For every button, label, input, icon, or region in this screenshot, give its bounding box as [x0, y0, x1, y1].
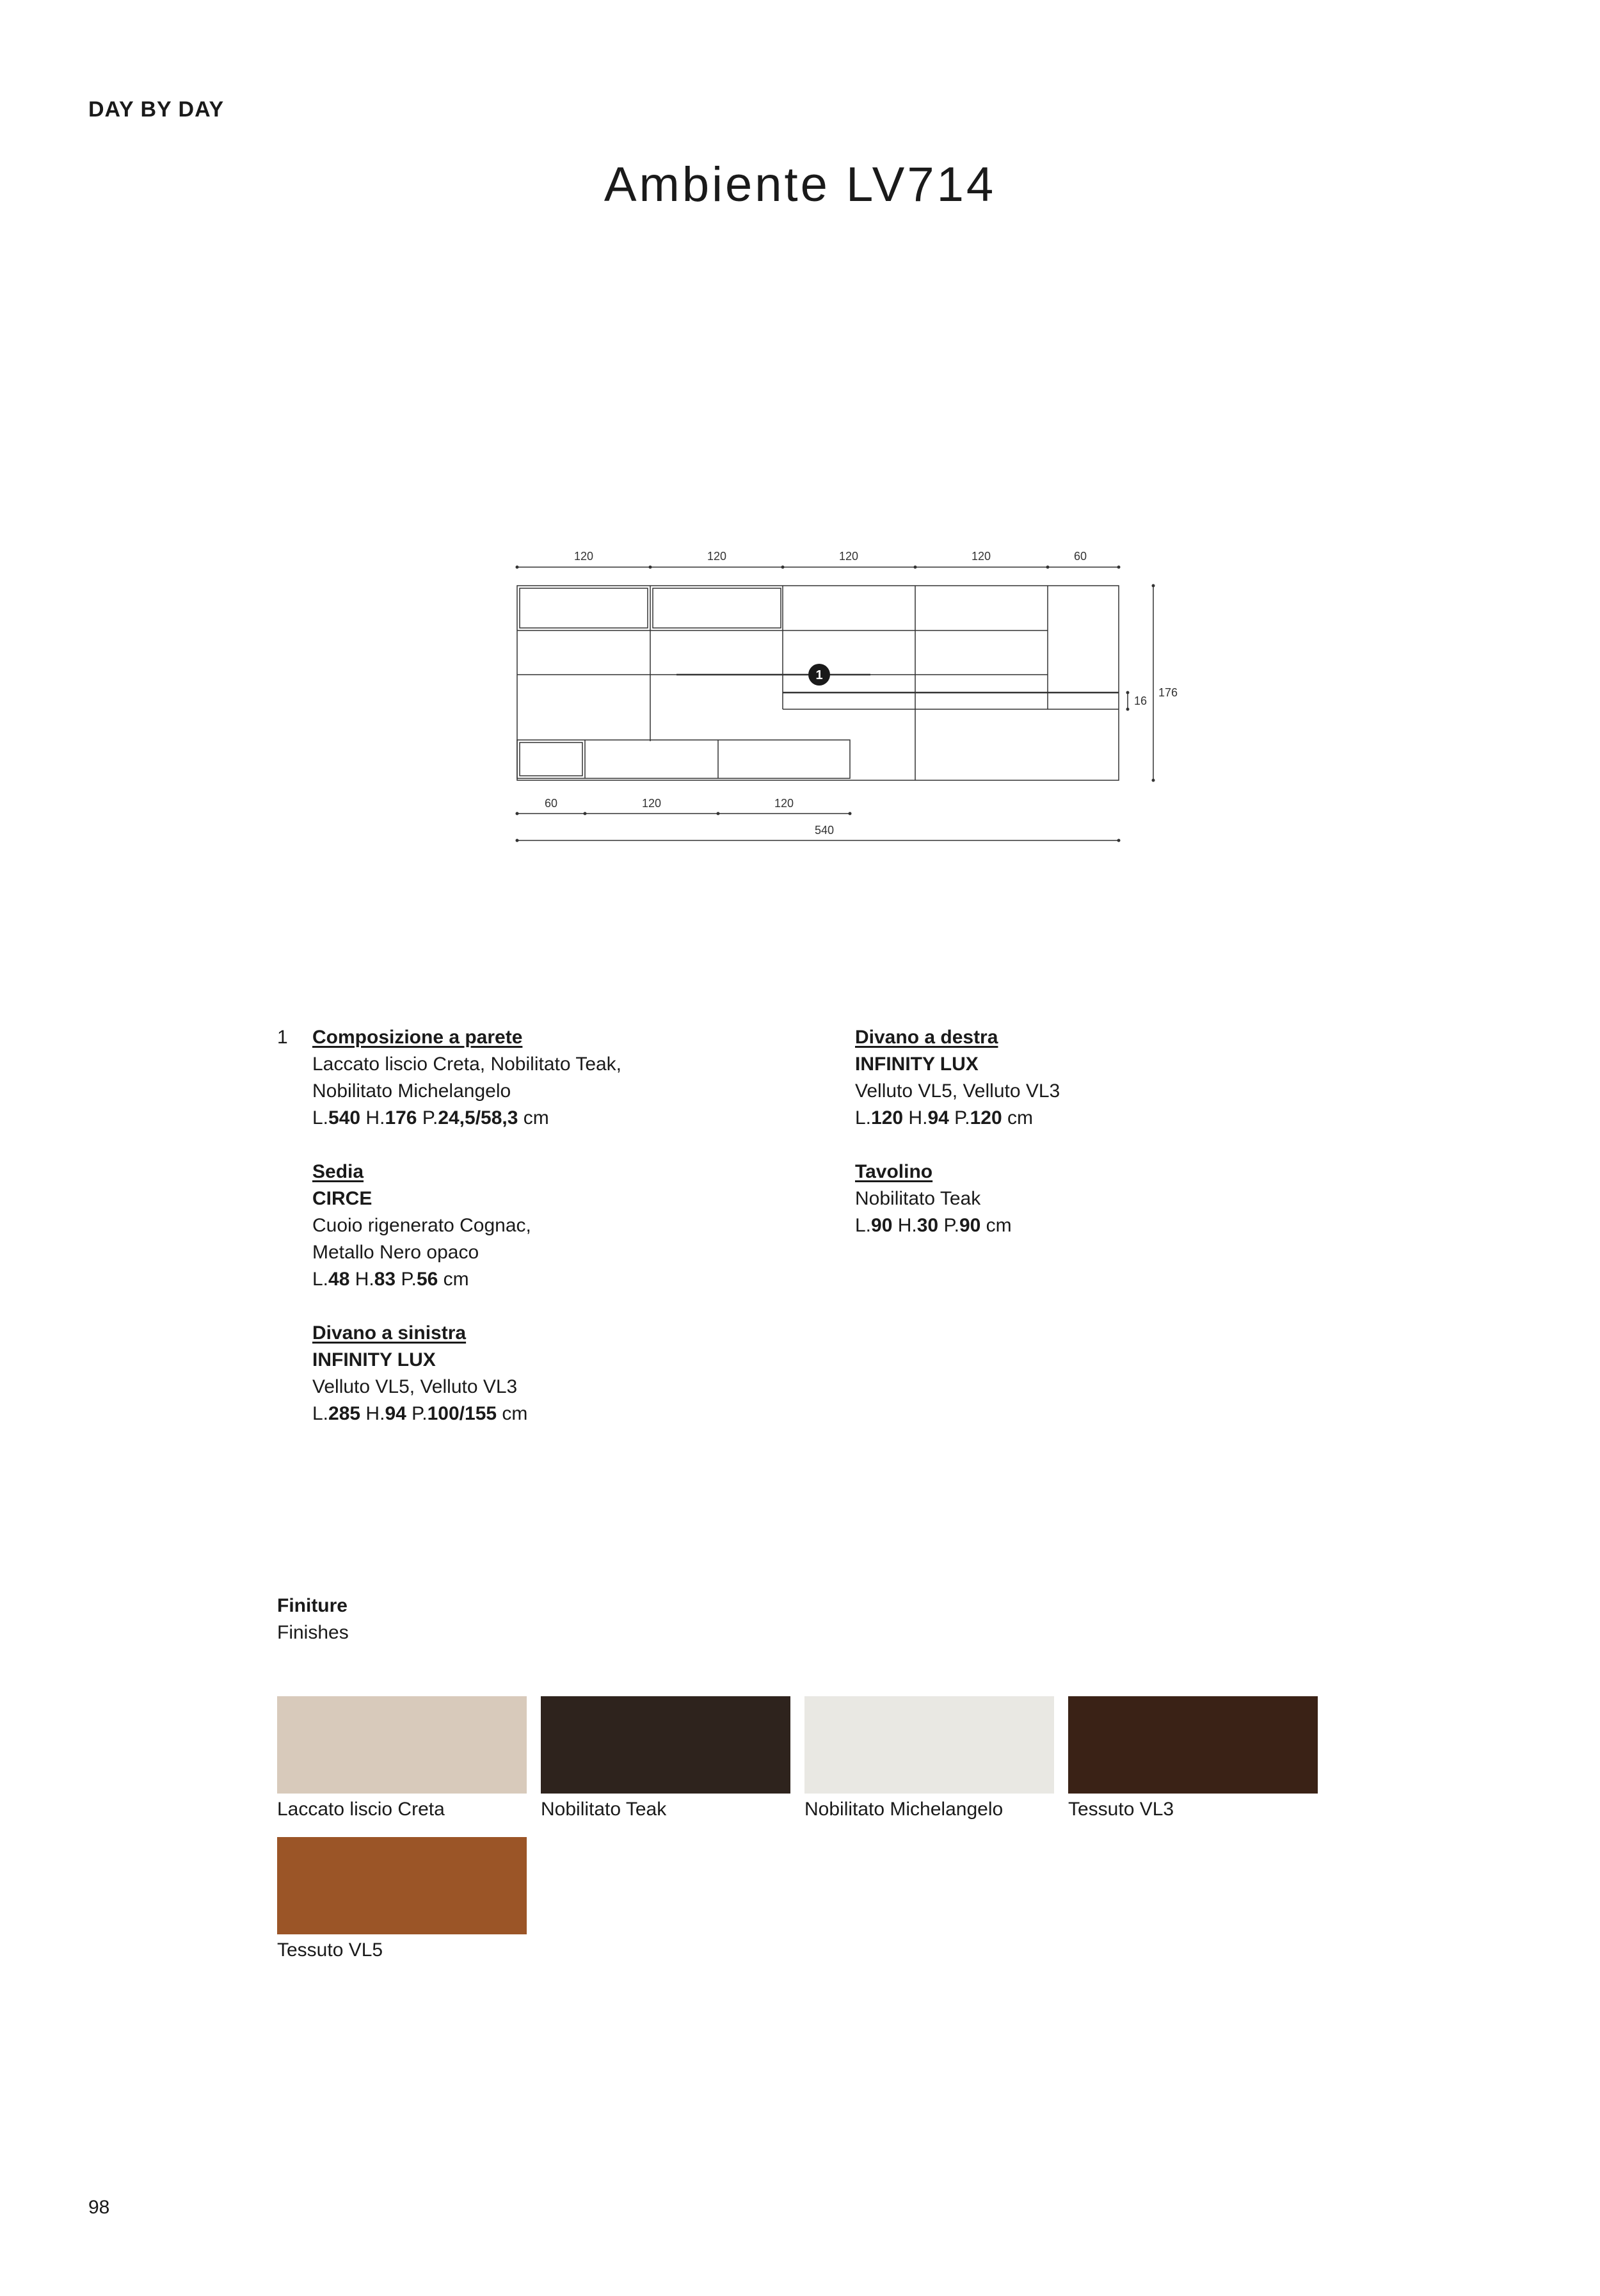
swatch-nobilitato-michelangelo [804, 1696, 1054, 1794]
dim-label: 120 [573, 550, 594, 563]
page-title: Ambiente LV714 [604, 157, 996, 212]
small-height-label: 16 [1134, 694, 1148, 707]
item-material: Velluto VL5, Velluto VL3 [855, 1080, 1060, 1102]
item-material: Cuoio rigenerato Cognac, [312, 1215, 531, 1236]
swatch-label: Nobilitato Teak [541, 1799, 667, 1820]
item-heading: Sedia [312, 1161, 364, 1182]
dim-label: 120 [774, 797, 794, 810]
dim-label: 120 [838, 550, 859, 563]
item-list-right [855, 1024, 1367, 1239]
dim-label: 60 [544, 797, 558, 810]
item-number: 1 [277, 1027, 288, 1048]
item-heading: Tavolino [855, 1161, 933, 1182]
item-marker-number: 1 [815, 668, 823, 682]
swatch-label: Tessuto VL5 [277, 1939, 383, 1961]
dim-label: 120 [971, 550, 991, 563]
item-material: Metallo Nero opaco [312, 1242, 479, 1263]
brand-label: DAY BY DAY [88, 97, 225, 122]
dim-label: 60 [1073, 550, 1087, 563]
swatch-label: Tessuto VL3 [1068, 1799, 1174, 1820]
item-product-name: INFINITY LUX [312, 1349, 436, 1370]
swatch-label: Laccato liscio Creta [277, 1799, 445, 1820]
page-number: 98 [88, 2197, 110, 2218]
item-heading: Divano a destra [855, 1027, 998, 1048]
composition-drawing [499, 538, 1216, 851]
swatch-laccato-creta [277, 1696, 527, 1794]
item-dimensions: L.90 H.30 P.90 cm [855, 1215, 1012, 1236]
item-dimensions: L.285 H.94 P.100/155 cm [312, 1403, 528, 1424]
item-product-name: CIRCE [312, 1188, 372, 1209]
item-dimensions: L.48 H.83 P.56 cm [312, 1269, 469, 1290]
swatch-label: Nobilitato Michelangelo [804, 1799, 1004, 1820]
item-list-left [312, 1024, 824, 1427]
height-label: 176 [1158, 686, 1178, 699]
finishes-header [277, 1593, 349, 1646]
item-material: Nobilitato Teak [855, 1188, 981, 1209]
item-material: Laccato liscio Creta, Nobilitato Teak, [312, 1054, 622, 1075]
finishes-subtitle: Finishes [277, 1622, 349, 1643]
finishes-title: Finiture [277, 1595, 348, 1616]
item-product-name: INFINITY LUX [855, 1054, 979, 1075]
swatch-tessuto-vl3 [1068, 1696, 1318, 1794]
total-width-label: 540 [814, 824, 835, 837]
swatch-nobilitato-teak [541, 1696, 790, 1794]
swatch-tessuto-vl5 [277, 1837, 527, 1934]
item-material: Velluto VL5, Velluto VL3 [312, 1376, 518, 1397]
item-dimensions: L.540 H.176 P.24,5/58,3 cm [312, 1107, 549, 1128]
item-heading: Divano a sinistra [312, 1322, 467, 1344]
item-dimensions: L.120 H.94 P.120 cm [855, 1107, 1034, 1128]
item-heading: Composizione a parete [312, 1027, 523, 1048]
item-material: Nobilitato Michelangelo [312, 1080, 511, 1102]
dim-label: 120 [707, 550, 727, 563]
dim-label: 120 [641, 797, 662, 810]
